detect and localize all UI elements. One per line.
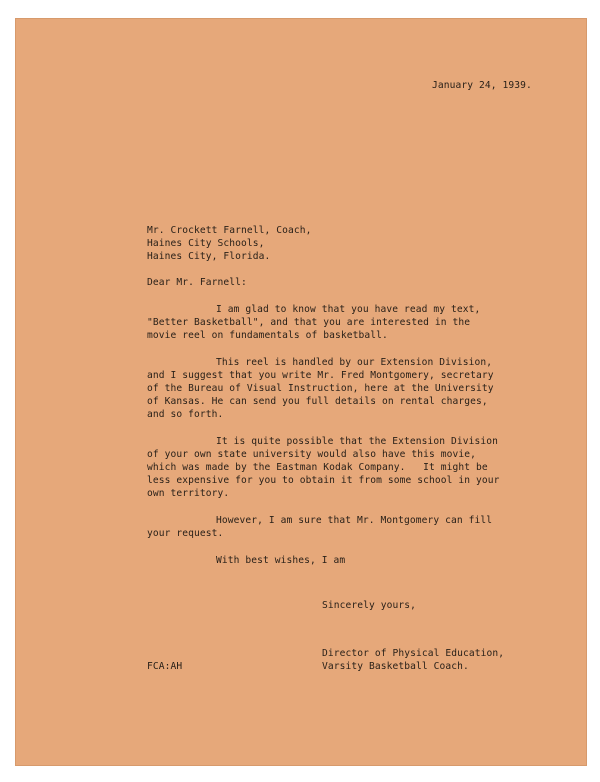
letter-date: January 24, 1939. [432,80,532,91]
recipient-line-2: Haines City Schools, [147,238,265,249]
salutation: Dear Mr. Farnell: [147,277,247,288]
paragraph-3-line-4: less expensive for you to obtain it from some school in your [147,475,500,486]
paragraph-3-line-2: of your own state university would also have this movie, [147,449,477,460]
signature-title-line-1: Director of Physical Education, [322,648,505,659]
paragraph-3-line-5: own territory. [147,488,230,499]
paragraph-3-line-3: which was made by the Eastman Kodak Company. It might be [147,462,488,473]
paragraph-2-line-2: and I suggest that you write Mr. Fred Montgomery, secretary [147,370,494,381]
best-wishes: With best wishes, I am [216,555,346,566]
paragraph-2-line-3: of the Bureau of Visual Instruction, here at the University [147,383,494,394]
paragraph-2-line-4: of Kansas. He can send you full details on rental charges, [147,396,488,407]
paragraph-3-line-1: It is quite possible that the Extension Division [216,436,499,447]
paragraph-1-line-1: I am glad to know that you have read my text, [216,304,481,315]
recipient-line-1: Mr. Crockett Farnell, Coach, [147,225,312,236]
paragraph-4-line-1: However, I am sure that Mr. Montgomery can fill [216,515,493,526]
typist-initials: FCA:AH [147,661,183,672]
paragraph-2-line-1: This reel is handled by our Extension Division, [216,357,493,368]
closing: Sincerely yours, [322,600,417,611]
paragraph-1-line-2: "Better Basketball", and that you are interested in the [147,317,471,328]
paragraph-4-line-2: your request. [147,528,224,539]
recipient-line-3: Haines City, Florida. [147,251,271,262]
paragraph-1-line-3: movie reel on fundamentals of basketball. [147,330,388,341]
signature-title-line-2: Varsity Basketball Coach. [322,661,469,672]
paragraph-2-line-5: and so forth. [147,409,224,420]
